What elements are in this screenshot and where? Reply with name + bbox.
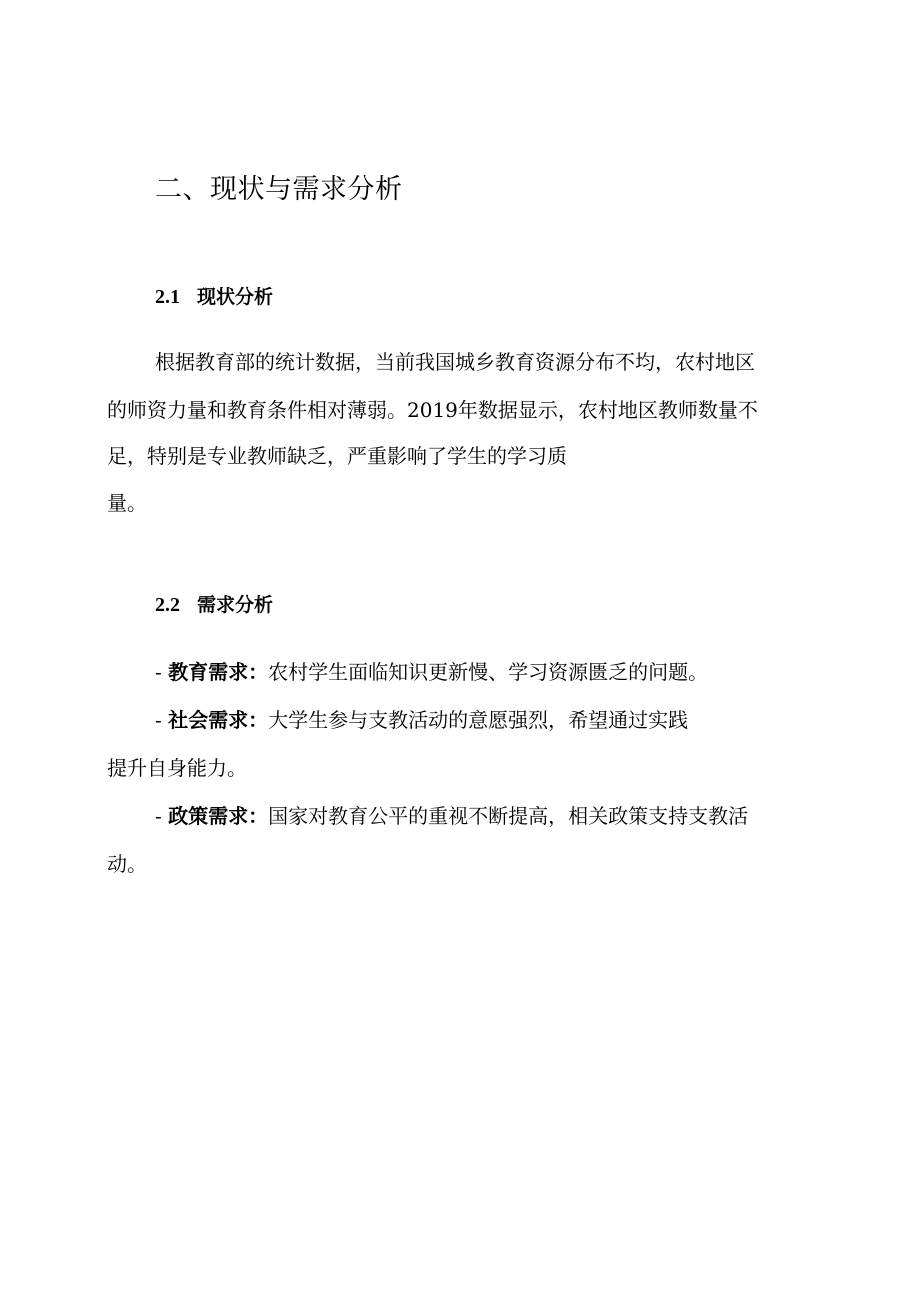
list-dash: -: [155, 660, 162, 684]
list-item-policy: [155, 802, 748, 830]
list-dash: -: [155, 708, 162, 732]
list-item-social: [155, 706, 688, 734]
list-item-text: 国家对教育公平的重视不断提高，相关政策支持支教活: [268, 804, 749, 828]
list-item-text: 大学生参与支教活动的意愿强烈，希望通过实践: [268, 708, 689, 732]
list-item-text: 农村学生面临知识更新慢、学习资源匮乏的问题。: [268, 660, 709, 684]
subsection-heading-status: [155, 284, 273, 310]
list-item-label: 教育需求：: [168, 660, 269, 684]
paragraph-line: 足，特别是专业教师缺乏，严重影响了学生的学习质: [107, 444, 567, 468]
list-item-continuation: 提升自身能力。: [107, 756, 247, 780]
list-item-continuation: 动。: [107, 852, 147, 876]
subsection-title: 现状分析: [197, 286, 274, 308]
list-item-label: 社会需求：: [168, 708, 269, 732]
paragraph-line: 量。: [107, 491, 147, 515]
subsection-number: 2.2: [155, 594, 180, 616]
paragraph-line: 根据教育部的统计数据，当前我国城乡教育资源分布不均，农村地区: [155, 350, 755, 374]
subsection-heading-needs: [155, 592, 273, 618]
list-item-education: [155, 658, 708, 686]
paragraph-line: 的师资力量和教育条件相对薄弱。2019年数据显示，农村地区教师数量不: [107, 398, 758, 422]
list-dash: -: [155, 804, 162, 828]
list-item-label: 政策需求：: [168, 804, 269, 828]
section-title: 二、现状与需求分析: [155, 174, 403, 205]
subsection-number: 2.1: [155, 286, 180, 308]
subsection-title: 需求分析: [197, 594, 274, 616]
